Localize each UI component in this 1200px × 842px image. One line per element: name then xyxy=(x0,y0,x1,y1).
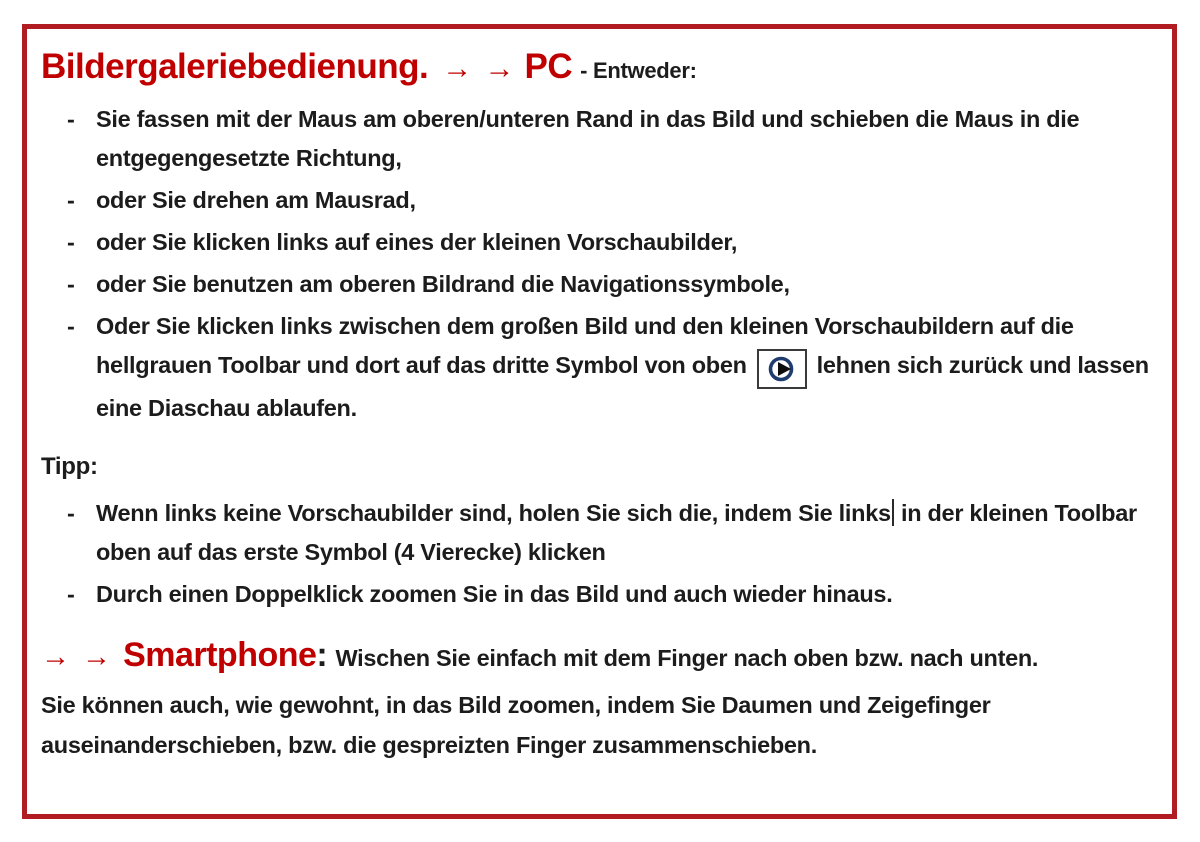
list-item-text-before-icon: Oder Sie klicken links zwischen dem großen Bild und den kleinen Vorschaubildern auf die hellgrauen Toolbar und dort auf das dritte Symbol von oben xyxy=(96,313,1074,378)
dash-bullet: - xyxy=(67,500,75,526)
list-item-text: Durch einen Doppelklick zoomen Sie in das Bild und auch wieder hinaus. xyxy=(96,581,893,607)
document-frame xyxy=(22,24,1177,819)
tipp-heading: Tipp: xyxy=(41,453,98,480)
smartphone-heading-colon: : xyxy=(316,636,328,674)
list-item xyxy=(67,181,1152,220)
slideshow-play-icon xyxy=(757,349,807,389)
text-cursor xyxy=(892,499,894,526)
smartphone-body-text: Sie können auch, wie gewohnt, in das Bild zoomen, indem Sie Daumen und Zeigefinger auseinanderschieben, bzw. die gespreizten Finger zusammenschieben. xyxy=(41,692,991,758)
dash-bullet: - xyxy=(67,313,75,339)
list-item-text-before-caret: Wenn links keine Vorschaubilder sind, holen Sie sich die, indem Sie links xyxy=(96,500,891,526)
list-item-text: Sie fassen mit der Maus am oberen/unteren Rand in das Bild und schieben die Maus in die entgegengesetzte Richtung, xyxy=(96,106,1080,171)
dash-bullet: - xyxy=(67,271,75,297)
smartphone-section xyxy=(41,634,1152,683)
list-item-text: oder Sie drehen am Mausrad, xyxy=(96,187,416,213)
list-item xyxy=(67,307,1152,428)
arrow-right-icons: → → xyxy=(442,52,517,85)
smartphone-heading: Smartphone xyxy=(123,636,317,674)
list-item xyxy=(67,223,1152,262)
tipp-list xyxy=(41,494,1152,614)
page-title xyxy=(41,47,1152,87)
dash-bullet: - xyxy=(67,229,75,255)
title-pc-label: PC xyxy=(524,47,573,86)
list-item-text-after-icon: lehnen sich zurück und lassen eine Diaschau ablaufen. xyxy=(96,352,1149,421)
list-item-text: oder Sie klicken links auf eines der kleinen Vorschaubilder, xyxy=(96,229,738,255)
dash-bullet: - xyxy=(67,106,75,132)
list-item xyxy=(67,100,1152,178)
list-item xyxy=(67,265,1152,304)
list-item-text xyxy=(96,494,1152,572)
list-item xyxy=(67,575,1152,614)
title-text: Bildergaleriebedienung. xyxy=(41,47,429,86)
dash-bullet: - xyxy=(67,581,75,607)
smartphone-lead-text: Wischen Sie einfach mit dem Finger nach oben bzw. nach unten. xyxy=(335,645,1039,671)
title-suffix: - Entweder: xyxy=(580,58,697,83)
arrow-right-icons: → → xyxy=(41,641,114,673)
list-item-text: oder Sie benutzen am oberen Bildrand die Navigationssymbole, xyxy=(96,271,790,297)
dash-bullet: - xyxy=(67,187,75,213)
pc-instruction-list xyxy=(41,100,1152,428)
list-item-text-after-caret: in der kleinen Toolbar oben auf das erste Symbol (4 Vierecke) klicken xyxy=(96,500,1137,565)
list-item xyxy=(67,494,1152,572)
list-item-text xyxy=(96,307,1152,428)
